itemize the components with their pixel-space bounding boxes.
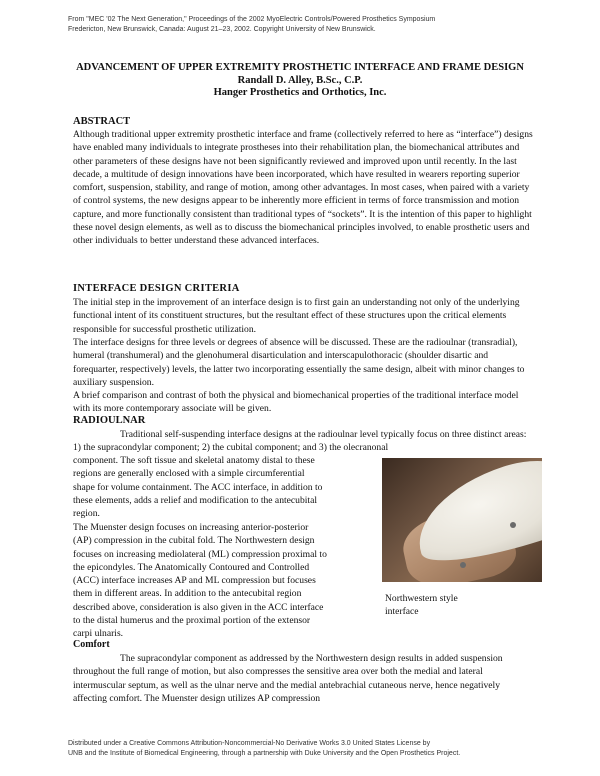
interface-criteria-heading: INTERFACE DESIGN CRITERIA — [73, 283, 240, 294]
page-header — [68, 15, 548, 34]
text-line: (AP) compression in the cubital fold. The Northwestern design — [73, 535, 315, 547]
caption-line: interface — [385, 605, 419, 617]
text-line: these elements, adds a relief and modification to the antecubital — [73, 494, 318, 506]
radioulnar-paragraph-2 — [73, 521, 373, 641]
interface-criteria-paragraph-2: The interface designs for three levels or degrees of absence will be discussed. These are the radioulnar (transradial), humeral (transhumeral) and the glenohumeral disarticulation and interscapulothoracic (shoulder disartic and forequarter, respectively) levels, the latter two incorporating essentially the same design, albeit with minor changes to auxiliary suspension. — [73, 337, 525, 388]
page-footer — [68, 739, 548, 759]
header-line-1: From "MEC '02 The Next Generation," Proceedings of the 2002 MyoElectric Controls/Powered Prosthetics Symposium — [68, 16, 436, 23]
comfort-paragraph: The supracondylar component as addressed by the Northwestern design results in added suspension throughout the full range of motion, but also compresses the sensitive area over both the medial and lateral intermuscular septum, as well as the ulnar nerve and the medial antebrachial cutaneous nerve, hence negatively affecting comfort. The Muenster design utilizes AP compression — [73, 653, 503, 704]
caption-line: Northwestern style — [385, 593, 458, 604]
text-line: The Muenster design focuses on increasing anterior-posterior — [73, 522, 309, 533]
text-line: regions are generally enclosed with a simple circumferential — [73, 468, 305, 480]
paper-affiliation: Hanger Prosthetics and Orthotics, Inc. — [213, 87, 387, 98]
screw-icon — [460, 562, 466, 568]
text-line: (ACC) interface increases AP and ML compression but focuses — [73, 575, 316, 587]
text-line: carpi ulnaris. — [73, 628, 124, 640]
footer-line-1: Distributed under a Creative Commons Attribution-Noncommercial-No Derivative Works 3.0 United States License by — [68, 740, 431, 747]
radioulnar-heading: RADIOULNAR — [73, 415, 146, 426]
abstract-heading: ABSTRACT — [73, 116, 131, 127]
paper-title: ADVANCEMENT OF UPPER EXTREMITY PROSTHETIC INTERFACE AND FRAME DESIGN — [76, 62, 524, 73]
interface-criteria-paragraph-1: The initial step in the improvement of an interface design is to first gain an understanding not only of the underlying functional intent of its constituent structures, but the resultant effect of these structures upon the critical elements responsible for successful prosthetic utilization. — [73, 297, 520, 335]
comfort-heading: Comfort — [73, 639, 110, 650]
abstract-text: Although traditional upper extremity prosthetic interface and frame (collectively referred to here as “interface”) designs have enabled many individuals to integrate prostheses into their rehabilitation plan, the biomechanical attributes and other parameters of these designs have not been significantly reviewed and improved upon until recently. In the last decade, a multitude of design innovations have been incorporated, which have resulted in wearers reporting superior comfort, suspension, stability, and range of motion, among other advantages. In most cases, when paired with a variety of control systems, the new designs appear to be inherently more efficient in terms of force transmission and motion capture, and more functionally consistent than traditional types of “sockets”. It is the intention of this paper to highlight these novel design elements, as well as to discuss the biomechanical principles involved, to enable prosthetic users and other individuals to better understand these advanced interfaces. — [73, 129, 533, 247]
text-line: to the distal humerus and the proximal portion of the extensor — [73, 615, 311, 627]
text-line: described above, consideration is also given in the ACC interface — [73, 601, 324, 613]
paper-author: Randall D. Alley, B.Sc., C.P. — [237, 74, 363, 86]
prosthetic-interface-photo — [382, 458, 542, 582]
interface-criteria-paragraph-3: A brief comparison and contrast of both the physical and biomechanical properties of the traditional interface model with its more contemporary associate will be given. — [73, 390, 519, 415]
text-line: shape for volume containment. The ACC interface, in addition to — [73, 481, 323, 493]
text-line: them in different areas. In addition to the antecubital region — [73, 588, 302, 600]
paper-title-block — [68, 62, 532, 100]
text-line: component. The soft tissue and skeletal anatomy distal to these — [73, 455, 315, 466]
radioulnar-intro: Traditional self-suspending interface designs at the radioulnar level typically focus on three distinct areas: 1) the supracondylar component; 2) the cubital component; and 3) the olecranonal — [73, 429, 527, 454]
footer-line-2: UNB and the Institute of Biomedical Engineering, through a partnership with Duke University and the Open Prosthetics Project. — [68, 750, 461, 757]
header-line-2: Fredericton, New Brunswick, Canada: August 21–23, 2002. Copyright University of New Brunswick. — [68, 25, 376, 33]
radioulnar-paragraph-1 — [73, 454, 373, 520]
screw-icon — [510, 522, 516, 528]
text-line: the epicondyles. The Anatomically Contoured and Controlled — [73, 561, 310, 573]
text-line: focuses on increasing mediolateral (ML) compression proximal to — [73, 548, 327, 560]
figure-caption — [385, 593, 535, 618]
text-line: region. — [73, 508, 100, 520]
